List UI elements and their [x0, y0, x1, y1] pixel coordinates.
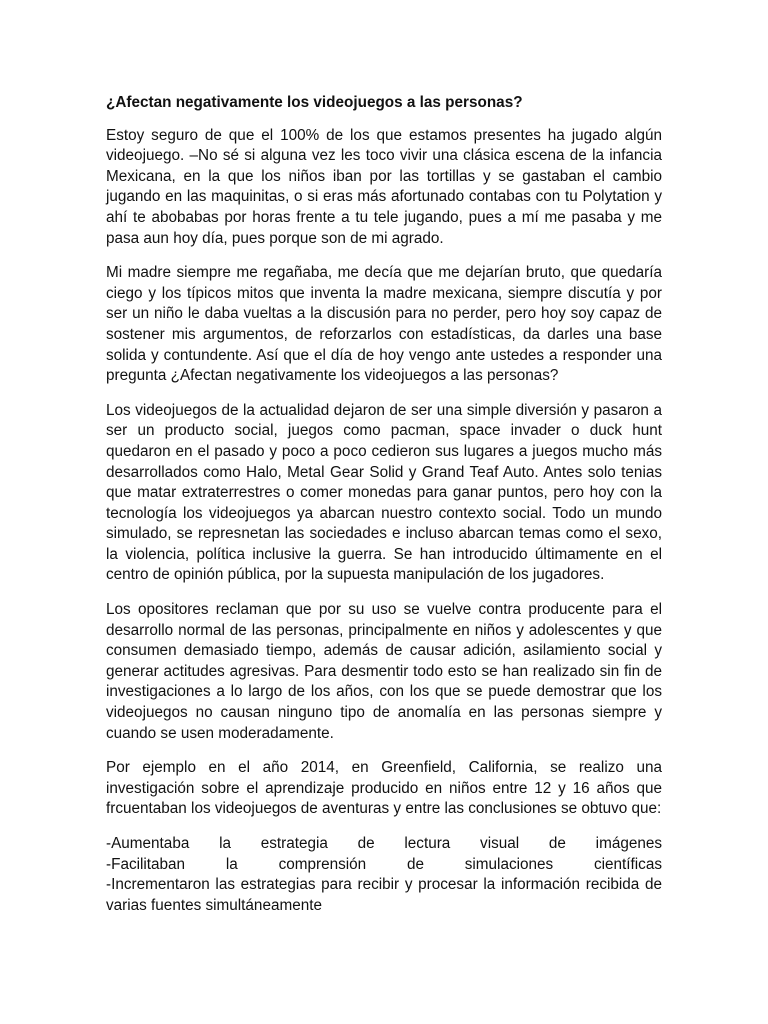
- paragraph-5: Por ejemplo en el año 2014, en Greenfield, California, se realizo una investigación sobre el aprendizaje producido en niños entre 12 y 16 años que frcuentaban los videojuegos de aventuras y entre las conclusiones se obtuvo que:: [106, 759, 662, 818]
- list-item-1: -Aumentaba la estrategia de lectura visual de imágenes: [106, 835, 662, 852]
- conclusions-list: [106, 834, 662, 916]
- paragraph-1: Estoy seguro de que el 100% de los que estamos presentes ha jugado algún videojuego. –No sé si alguna vez les toco vivir una clásica escena de la infancia Mexicana, en la que los niños iban por las tortillas y se gastaban el cambio jugando en las maquinitas, o si eras más afortunado contabas con tu Polytation y ahí te abobabas por horas frente a tu tele jugando, pues a mí me pasaba y me pasa aun hoy día, pues porque son de mi agrado.: [106, 126, 662, 247]
- paragraph-3: Los videojuegos de la actualidad dejaron de ser una simple diversión y pasaron a ser un producto social, juegos como pacman, space invader o duck hunt quedaron en el pasado y poco a poco cedieron sus lugares a juegos mucho más desarrollados como Halo, Metal Gear Solid y Grand Teaf Auto. Antes solo tenias que matar extraterrestres o comer monedas para ganar puntos, pero hoy con la tecnología los videojuegos ya abarcan nuestro contexto social. Todo un mundo simulado, se represnetan las sociedades e incluso abarcan temas como el sexo, la violencia, política inclusive la guerra. Se han introducido últimamente en el centro de opinión pública, por la supuesta manipulación de los jugadores.: [106, 401, 662, 584]
- list-item-2: -Facilitaban la comprensión de simulaciones científicas: [106, 855, 662, 873]
- document-page: [106, 93, 662, 916]
- paragraph-4: Los opositores reclaman que por su uso se vuelve contra producente para el desarrollo normal de las personas, principalmente en niños y adolescentes y que consumen demasiado tiempo, además de causar adición, asilamiento social y generar actitudes agresivas. Para desmentir todo esto se han realizado sin fin de investigaciones a lo largo de los años, con los que se puede demostrar que los videojuegos no causan ninguno tipo de anomalía en las personas siempre y cuando se usen moderadamente.: [106, 601, 662, 742]
- list-item-3: -Incrementaron las estrategias para recibir y procesar la información recibida de varias fuentes simultáneamente: [106, 876, 662, 914]
- paragraph-2: Mi madre siempre me regañaba, me decía que me dejarían bruto, que quedaría ciego y los típicos mitos que inventa la madre mexicana, siempre discutía y por ser un niño le daba vueltas a la discusión para no perder, pero hoy soy capaz de sostener mis argumentos, de reforzarlos con estadísticas, da darles una base solida y contundente. Así que el día de hoy vengo ante ustedes a responder una pregunta ¿Afectan negativamente los videojuegos a las personas?: [106, 264, 662, 385]
- document-title: ¿Afectan negativamente los videojuegos a las personas?: [106, 94, 523, 111]
